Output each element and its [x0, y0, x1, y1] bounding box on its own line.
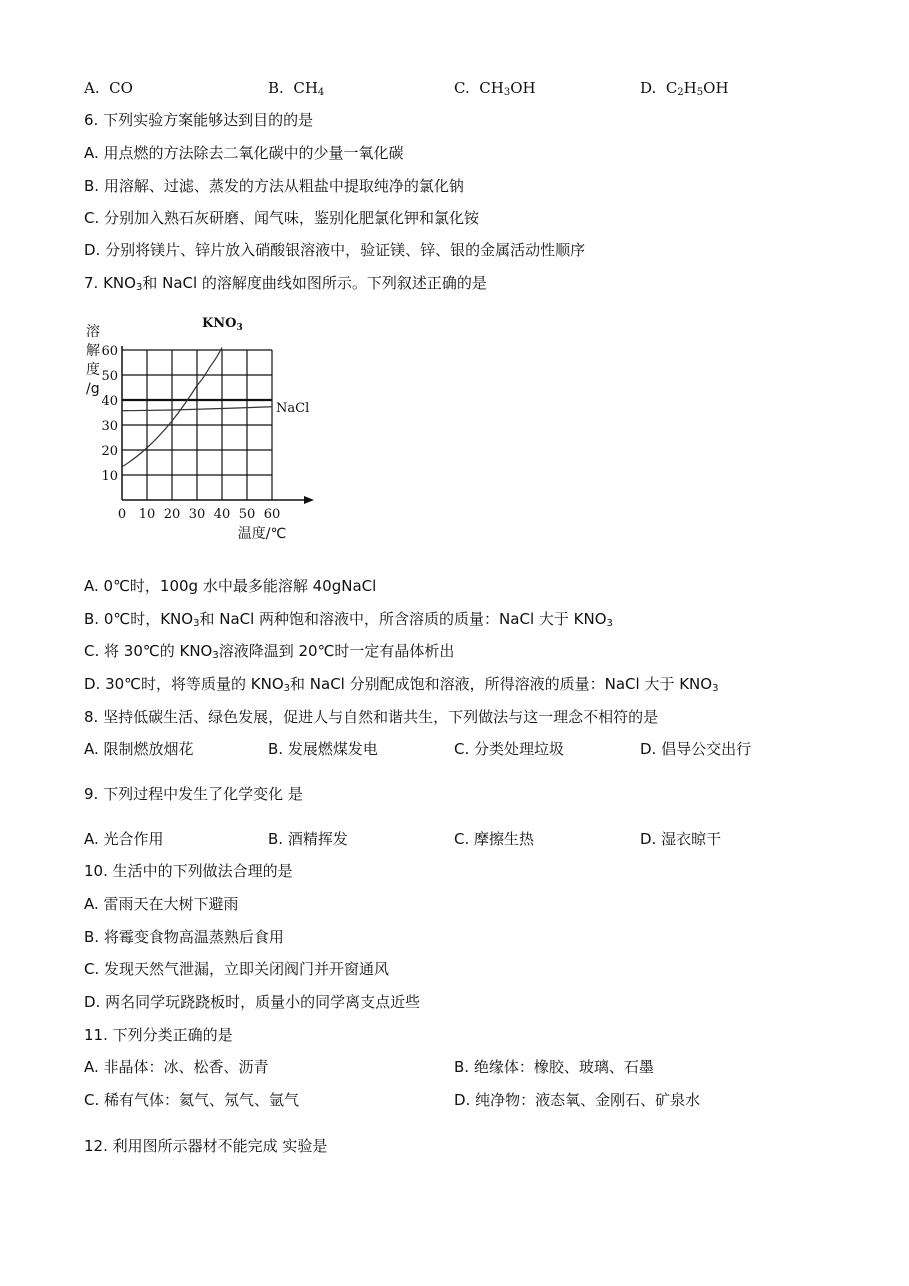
- q11-option-c: C. 稀有气体：氦气、氖气、氩气: [84, 1091, 300, 1109]
- q11-option-a: A. 非晶体：冰、松香、沥青: [84, 1058, 269, 1076]
- x-axis-arrow: [304, 496, 314, 504]
- q7-option-b: [84, 609, 613, 629]
- formula-part: CH: [293, 79, 318, 97]
- formula-part: C: [665, 79, 678, 97]
- q8-stem: 8. 坚持低碳生活、绿色发展，促进人与自然和谐共生，下列做法与这一理念不相符的是: [84, 708, 659, 726]
- q10-option-d: D. 两名同学玩跷跷板时，质量小的同学离支点近些: [84, 993, 421, 1011]
- q11-stem: 11. 下列分类正确的是: [84, 1026, 233, 1044]
- q10-option-b: B. 将霉变食物高温蒸熟后食用: [84, 928, 284, 946]
- q6-option-a: A. 用点燃的方法除去二氧化碳中的少量一氧化碳: [84, 144, 404, 162]
- y-tick-label: 40: [101, 394, 118, 409]
- option-part: D. 30℃时，将等质量的 KNO: [84, 675, 284, 693]
- subscript: 5: [696, 87, 704, 98]
- option-part: 和 NaCl 分别配成饱和溶液，所得溶液的质量：NaCl 大于 KNO: [290, 675, 713, 693]
- series-label-kno3: $KNO_3$: [202, 316, 243, 333]
- q9-option-b: B. 酒精挥发: [268, 830, 348, 848]
- subscript: 3: [503, 87, 511, 98]
- option-part: C. 将 30℃的 KNO: [84, 642, 213, 660]
- q7-option-c: [84, 641, 454, 661]
- q10-stem: 10. 生活中的下列做法合理的是: [84, 862, 293, 880]
- y-tick-label: 50: [101, 369, 118, 384]
- y-tick-label: 10: [101, 469, 118, 484]
- option-text: CO: [109, 79, 133, 97]
- q9-stem: 9. 下列过程中发生了化学变化 是: [84, 785, 303, 803]
- formula-part: OH: [703, 79, 729, 97]
- q7-option-d: [84, 674, 718, 694]
- q11-option-b: B. 绝缘体：橡胶、玻璃、石墨: [454, 1058, 654, 1076]
- q9-option-a: A. 光合作用: [84, 830, 164, 848]
- subscript: 3: [193, 618, 200, 629]
- x-tick-label: 30: [188, 507, 206, 522]
- subscript: 3: [135, 282, 143, 293]
- q12-stem: 12. 利用图所示器材不能完成 实验是: [84, 1137, 328, 1155]
- q6-stem: 6. 下列实验方案能够达到目的的是: [84, 111, 314, 129]
- q7-stem: [84, 273, 487, 293]
- subscript: 3: [712, 683, 719, 694]
- y-tick-label: 30: [101, 419, 118, 434]
- subscript: 2: [677, 87, 684, 98]
- q8-option-a: A. 限制燃放烟花: [84, 740, 194, 758]
- subscript: 3: [283, 683, 291, 694]
- x-tick-label: 20: [163, 507, 181, 522]
- y-axis-label-char: 度: [86, 362, 100, 378]
- formula-part: H: [683, 79, 697, 97]
- q8-option-b: B. 发展燃煤发电: [268, 740, 378, 758]
- stem-part: 和 NaCl 的溶解度曲线如图所示。下列叙述正确的是: [142, 274, 487, 292]
- option-part: 和 NaCl 两种饱和溶液中，所含溶质的质量：NaCl 大于 KNO: [199, 610, 607, 628]
- x-tick-label: 50: [238, 507, 256, 522]
- q5-option-b: [268, 78, 324, 98]
- option-label: D.: [640, 79, 657, 97]
- x-tick-label: 0: [117, 507, 127, 522]
- q8-option-c: C. 分类处理垃圾: [454, 740, 565, 758]
- q10-option-a: A. 雷雨天在大树下避雨: [84, 895, 239, 913]
- option-label: A.: [84, 79, 100, 97]
- x-tick-label: 10: [138, 507, 156, 522]
- option-part: B. 0℃时，KNO: [84, 610, 194, 628]
- formula-part: OH: [510, 79, 536, 97]
- y-axis-label-char: 解: [86, 343, 100, 359]
- stem-part: 7. KNO: [84, 274, 136, 292]
- series-label-subscript: 3: [236, 323, 243, 333]
- subscript: 3: [212, 650, 219, 661]
- subscript: 3: [606, 618, 613, 629]
- q5-option-c: [454, 78, 536, 98]
- solubility-chart: [84, 312, 324, 548]
- q8-option-d: D. 倡导公交出行: [640, 740, 752, 758]
- q6-option-c: C. 分别加入熟石灰研磨、闻气味，鉴别化肥氯化钾和氯化铵: [84, 209, 480, 227]
- option-label: C.: [454, 79, 470, 97]
- q11-option-d: D. 纯净物：液态氧、金刚石、矿泉水: [454, 1091, 701, 1109]
- x-axis-label: 温度/℃: [237, 526, 287, 542]
- subscript: 4: [317, 87, 325, 98]
- q5-option-d: [640, 78, 729, 98]
- q5-option-a: [84, 78, 133, 98]
- q7-option-a: A. 0℃时，100g 水中最多能溶解 40gNaCl: [84, 577, 377, 595]
- series-label-nacl: NaCl: [276, 400, 310, 416]
- q9-option-d: D. 湿衣晾干: [640, 830, 722, 848]
- option-label: B.: [268, 79, 284, 97]
- option-part: 溶液降温到 20℃时一定有晶体析出: [218, 642, 455, 660]
- q6-option-b: B. 用溶解、过滤、蒸发的方法从粗盐中提取纯净的氯化钠: [84, 177, 464, 195]
- y-tick-label: 20: [101, 444, 118, 459]
- q9-option-c: C. 摩擦生热: [454, 830, 535, 848]
- x-tick-label: 40: [213, 507, 231, 522]
- y-tick-label: 60: [101, 344, 118, 359]
- y-axis-label-char: /g: [86, 381, 100, 397]
- formula-part: CH: [479, 79, 504, 97]
- y-axis-label-char: 溶: [86, 324, 100, 340]
- q10-option-c: C. 发现天然气泄漏，立即关闭阀门并开窗通风: [84, 960, 390, 978]
- x-tick-label: 60: [263, 507, 281, 522]
- q6-option-d: D. 分别将镁片、锌片放入硝酸银溶液中，验证镁、锌、银的金属活动性顺序: [84, 241, 586, 259]
